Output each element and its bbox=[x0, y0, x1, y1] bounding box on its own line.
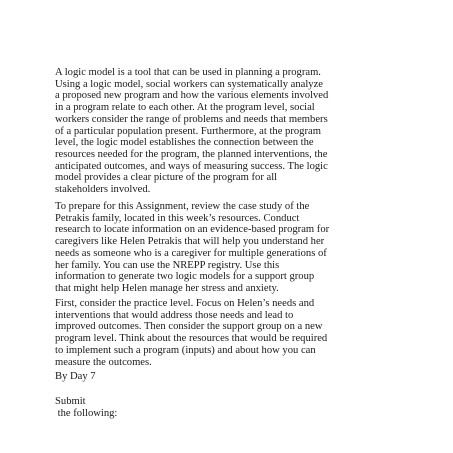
paragraph-due-date bbox=[55, 371, 415, 383]
due-date-heading: By Day 7 bbox=[55, 371, 96, 382]
text-line: Submit bbox=[55, 396, 86, 407]
text-line: measure the outcomes. bbox=[55, 356, 152, 368]
paragraph-practice-level bbox=[55, 298, 415, 368]
text-line: in a program relate to each other. At the program level, social bbox=[55, 102, 315, 114]
text-line: model provides a clear picture of the program for all bbox=[55, 172, 278, 184]
text-line: workers consider the range of problems and needs that members bbox=[55, 113, 328, 125]
text-line: to implement such a program (inputs) and about how you can bbox=[55, 344, 316, 356]
text-line: Using a logic model, social workers can systematically analyze bbox=[55, 78, 323, 90]
text-line: level, the logic model establishes the connection between the bbox=[55, 137, 314, 149]
text-line: interventions that would address those needs and lead to bbox=[55, 309, 294, 321]
text-line: her family. You can use the NREPP registry. Use this bbox=[55, 259, 280, 271]
text-line: To prepare for this Assignment, review the case study of the bbox=[55, 201, 310, 212]
paragraph-submit bbox=[55, 396, 415, 419]
text-line: Petrakis family, located in this week’s resources. Conduct bbox=[55, 212, 300, 224]
paragraph-logic-model-intro bbox=[55, 67, 415, 196]
text-line: A logic model is a tool that can be used in planning a program. bbox=[55, 67, 321, 78]
text-line: research to locate information on an evidence-based program for bbox=[55, 224, 330, 236]
text-line: caregivers like Helen Petrakis that will help you understand her bbox=[55, 236, 325, 248]
text-line: anticipated outcomes, and ways of measuring success. The logic bbox=[55, 160, 328, 172]
text-line: that might help Helen manage her stress and anxiety. bbox=[55, 282, 279, 294]
text-line: First, consider the practice level. Focus on Helen’s needs and bbox=[55, 298, 315, 309]
text-line: stakeholders involved. bbox=[55, 184, 151, 196]
text-line: the following: bbox=[55, 407, 118, 419]
text-line: a proposed new program and how the various elements involved bbox=[55, 90, 329, 102]
paragraph-assignment-prep bbox=[55, 201, 415, 295]
text-line: improved outcomes. Then consider the support group on a new bbox=[55, 321, 323, 333]
text-line: of a particular population present. Furthermore, at the program bbox=[55, 125, 321, 137]
text-line: program level. Think about the resources that would be required bbox=[55, 333, 328, 345]
text-line: information to generate two logic models for a support group bbox=[55, 271, 315, 283]
text-line: needs as someone who is a caregiver for multiple generations of bbox=[55, 247, 327, 259]
text-line: resources needed for the program, the planned interventions, the bbox=[55, 148, 328, 160]
